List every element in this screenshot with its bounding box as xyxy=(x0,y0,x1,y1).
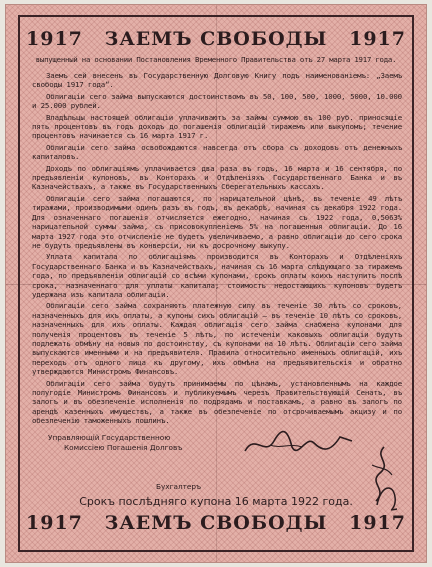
footer-year-right: 1917 xyxy=(349,512,406,534)
bond-certificate xyxy=(6,5,426,562)
terms-paragraph: Облигаціи сего займа будутъ принимаемы по цѣнамъ, установленнымъ на каждое полугодіе Министромъ Финансовъ и публикуемымъ черезъ Правительствующій Сенатъ, въ залогъ и въ обезпеченіе исполненія по подрядамъ и поставкамъ, а равно въ залогъ по арендѣ казенныхъ имуществъ, а также въ обезпеченіе по отсрочиваемымъ акцизу и по обезпеченію таможенныхъ пошлинъ. xyxy=(32,378,402,426)
signer-title xyxy=(48,433,182,453)
header-subtitle: выпущенный на основании Постановления Временного Правительства отъ 27 марта 1917 года. xyxy=(35,55,397,64)
terms-paragraph: Доходъ по облигаціямъ уплачивается два раза въ годъ, 16 марта и 16 сентября, по предъявленіи купоновъ, въ Конторахъ и Отдѣленіяхъ Государственнаго Банка и въ Казначействахъ, а также въ Государственныхъ Сберегательныхъ кассахъ. xyxy=(32,163,402,192)
header-title: ЗАЕМЪ СВОБОДЫ xyxy=(104,28,328,50)
signer-line-2: Комиссіею Погашенія Долговъ xyxy=(64,443,183,452)
last-coupon-date: Срокъ послѣдняго купона 16 марта 1922 года. xyxy=(79,495,353,508)
footer-year-left: 1917 xyxy=(26,512,83,534)
terms-paragraph: Уплата капитала по облигаціямъ производится въ Конторахъ и Отдѣленіяхъ Государственнаго Банка и въ Казначействахъ, начиная съ 16 марта слѣдующаго за тиражемъ года, по предъявленіи облигацій со всѣми купонами, срокъ оплаты коихъ наступитъ послѣ срока, назначеннаго для уплаты капитала; стоимость недостающихъ купоновъ будетъ удержана изъ капитала облигаціи. xyxy=(32,252,402,299)
accountant-label: Бухгалтеръ xyxy=(156,482,202,491)
handwritten-signature xyxy=(240,423,360,463)
bond-terms-text xyxy=(32,71,402,428)
terms-paragraph: Заемъ сей внесенъ въ Государственную Долговую Книгу подъ наименованіемъ: „Заемъ свободы 1917 года“. xyxy=(32,71,402,90)
terms-paragraph: Облигаціи сего займа погашаются, по нарицательной цѣнѣ, въ теченіе 49 лѣтъ тиражами, производимыми одинъ разъ въ годъ, въ декабрѣ, начиная съ декабря 1922 года. Для означеннаго погашенія отчисляется ежегодно, начиная съ 1922 года, 0,5063% нарицательной суммы займа, съ присовокупленіемъ 5% на погашенныя облигаціи. До 16 марта 1927 года это отчисленіе не будетъ увеличиваемо, а равно облигаціи до сего срока не будутъ предъявлены въ конверсіи, ни къ досрочному выкупу. xyxy=(32,193,402,250)
header-year-left: 1917 xyxy=(26,28,83,50)
signer-line-1: Управляющій Государственною xyxy=(48,433,171,442)
terms-paragraph: Облигаціи сего займа сохраняютъ платежную силу въ теченіе 30 лѣтъ со сроковъ, назначенныхъ для ихъ оплаты, а купоны сихъ облигацій — въ теченіе 10 лѣтъ со сроковъ, назначенныхъ для ихъ оплаты. Каждая облигація сего займа снабжена купонами для полученія процентовъ въ теченіе 5 лѣтъ, по истеченіи каковыхъ облигаціи будутъ подлежать обмѣну на новыя по достоинству, съ купонами на 10 лѣтъ. Облигаціи сего займа выпускаются именными и на предъявителя. Правила относительно именныхъ облигацій, ихъ переходъ отъ одного лица къ другому, ихъ обмѣна на предъявительскія и обратно утверждаются Министромъ Финансовъ. xyxy=(32,301,402,377)
header-year-right: 1917 xyxy=(349,28,406,50)
terms-paragraph: Владѣльцы настоящей облигаціи уплачиваютъ за займы суммою въ 100 руб. приносящіе пять процентовъ въ годъ доходъ до погашенія облигацій тиражемъ или выкупомъ; течение процентовъ начинается съ 16 марта 1917 г. xyxy=(32,112,402,141)
terms-paragraph: Облигаціи сего займа выпускаются достоинствомъ въ 50, 100, 500, 1000, 5000, 10.000 и 25.000 рублей. xyxy=(32,91,402,111)
footer-title-row xyxy=(26,509,406,537)
header-title-row xyxy=(26,25,406,53)
footer-title: ЗАЕМЪ СВОБОДЫ xyxy=(104,512,328,534)
terms-paragraph: Облигаціи сего займа освобождаются навсегда отъ сбора съ доходовъ отъ денежныхъ капиталовъ. xyxy=(32,142,402,162)
